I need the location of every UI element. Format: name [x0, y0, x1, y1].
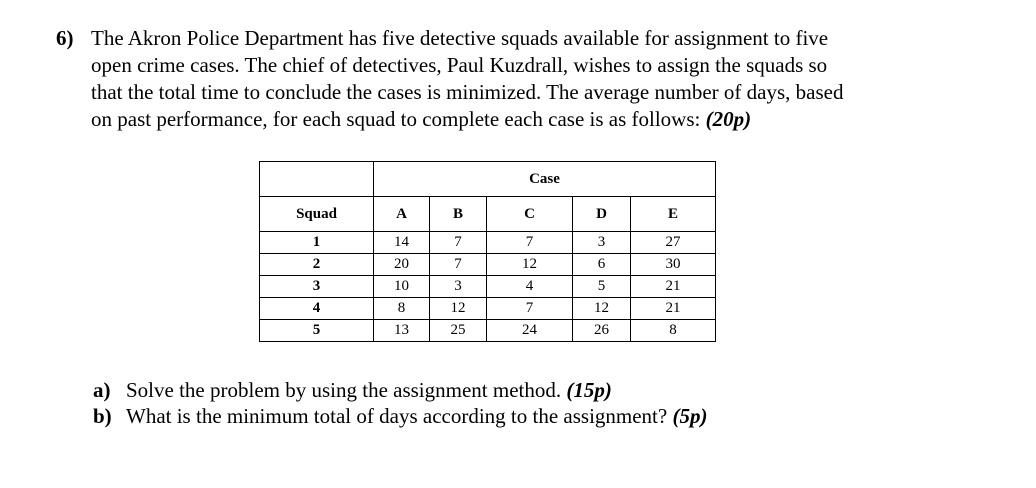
table-cell: 3	[430, 276, 487, 298]
squad-cell: 4	[260, 298, 374, 320]
table-cell: 25	[430, 320, 487, 342]
table-cell: 8	[631, 320, 716, 342]
table-row	[260, 254, 716, 276]
question-number: 6)	[56, 26, 74, 50]
table-cell: 7	[430, 232, 487, 254]
question-points: (20p)	[705, 107, 752, 131]
squad-cell: 3	[260, 276, 374, 298]
sub-question-text: What is the minimum total of days according to the assignment?	[126, 404, 673, 428]
sub-question-a	[93, 377, 707, 403]
table-cell: 14	[374, 232, 430, 254]
table-cell: 21	[631, 276, 716, 298]
column-header: C	[487, 197, 573, 232]
table-row	[260, 298, 716, 320]
squad-cell: 2	[260, 254, 374, 276]
cost-table	[259, 161, 716, 342]
column-header: A	[374, 197, 430, 232]
sub-question-label: b)	[93, 404, 112, 428]
table-cell: 12	[487, 254, 573, 276]
sub-question-points: (15p)	[566, 378, 612, 402]
table-corner-cell	[260, 162, 374, 197]
table-cell: 24	[487, 320, 573, 342]
squad-cell: 1	[260, 232, 374, 254]
table-cell: 10	[374, 276, 430, 298]
table-cell: 6	[573, 254, 631, 276]
sub-questions	[93, 377, 707, 429]
question-line	[91, 106, 751, 133]
question-line: that the total time to conclude the cases is minimized. The average number of days, based	[91, 80, 844, 104]
table-row	[260, 320, 716, 342]
table-cell: 8	[374, 298, 430, 320]
column-header: D	[573, 197, 631, 232]
table-column-header-row	[260, 197, 716, 232]
question-line-text: on past performance, for each squad to complete each case is as follows:	[91, 107, 706, 131]
sub-question-points: (5p)	[672, 404, 708, 428]
sub-question-b	[93, 403, 707, 429]
table-cell: 26	[573, 320, 631, 342]
case-header: Case	[374, 162, 716, 197]
table-header-row	[260, 162, 716, 197]
table-row	[260, 276, 716, 298]
question-line: The Akron Police Department has five detective squads available for assignment to five	[91, 26, 829, 50]
table-cell: 12	[430, 298, 487, 320]
table-cell: 27	[631, 232, 716, 254]
table-cell: 21	[631, 298, 716, 320]
column-header: E	[631, 197, 716, 232]
column-header: B	[430, 197, 487, 232]
sub-question-label: a)	[93, 378, 111, 402]
table-cell: 13	[374, 320, 430, 342]
table-cell: 30	[631, 254, 716, 276]
table-cell: 20	[374, 254, 430, 276]
table-cell: 4	[487, 276, 573, 298]
table-cell: 5	[573, 276, 631, 298]
sub-question-text: Solve the problem by using the assignment method.	[126, 378, 567, 402]
table-cell: 7	[487, 232, 573, 254]
squad-cell: 5	[260, 320, 374, 342]
table-cell: 3	[573, 232, 631, 254]
table-row	[260, 232, 716, 254]
table-cell: 7	[430, 254, 487, 276]
table-cell: 7	[487, 298, 573, 320]
table-cell: 12	[573, 298, 631, 320]
question-line: open crime cases. The chief of detectives, Paul Kuzdrall, wishes to assign the squads so	[91, 53, 828, 77]
squad-header: Squad	[260, 197, 374, 232]
